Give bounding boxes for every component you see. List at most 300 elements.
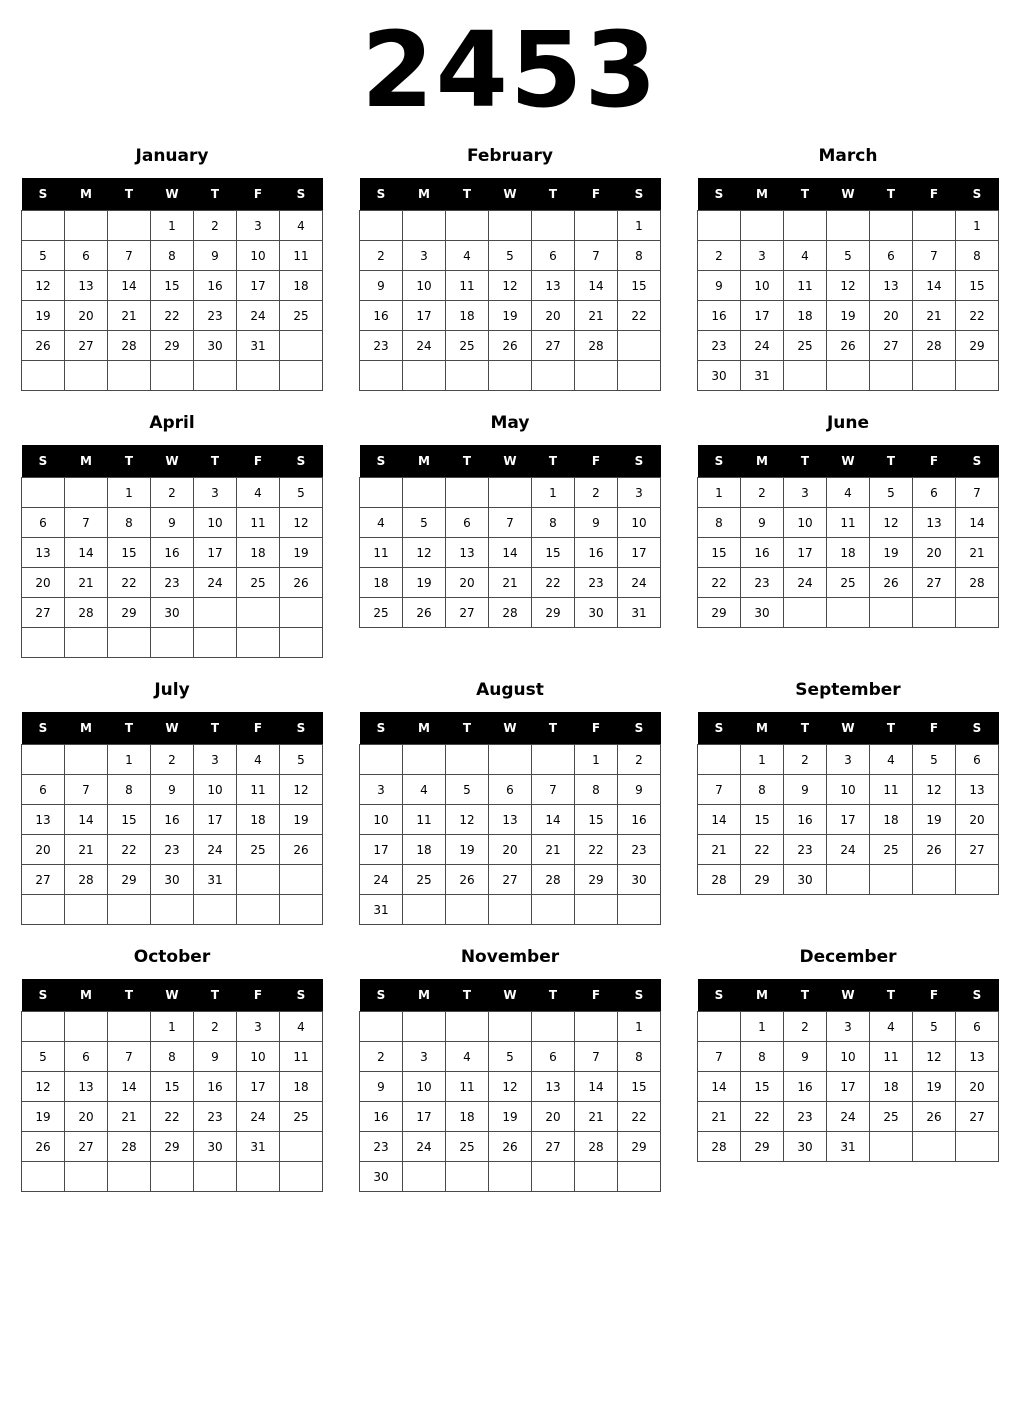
day-cell[interactable]: 8 <box>151 241 194 271</box>
day-cell[interactable]: 28 <box>698 1132 741 1162</box>
day-cell[interactable]: 5 <box>280 745 323 775</box>
day-cell[interactable]: 26 <box>913 835 956 865</box>
day-cell[interactable]: 24 <box>403 331 446 361</box>
day-cell[interactable]: 25 <box>827 568 870 598</box>
day-cell[interactable]: 8 <box>956 241 999 271</box>
day-cell[interactable]: 21 <box>575 301 618 331</box>
day-cell[interactable]: 23 <box>151 568 194 598</box>
day-cell[interactable]: 9 <box>151 775 194 805</box>
day-cell[interactable]: 17 <box>618 538 661 568</box>
day-cell[interactable]: 7 <box>65 775 108 805</box>
day-cell[interactable]: 19 <box>913 1072 956 1102</box>
day-cell[interactable]: 4 <box>870 745 913 775</box>
day-cell[interactable]: 6 <box>22 775 65 805</box>
day-cell[interactable]: 29 <box>532 598 575 628</box>
day-cell[interactable]: 14 <box>575 1072 618 1102</box>
day-cell[interactable]: 1 <box>151 1012 194 1042</box>
day-cell[interactable]: 21 <box>698 835 741 865</box>
day-cell[interactable]: 18 <box>360 568 403 598</box>
day-cell[interactable]: 22 <box>108 835 151 865</box>
day-cell[interactable]: 6 <box>532 1042 575 1072</box>
day-cell[interactable]: 26 <box>446 865 489 895</box>
day-cell[interactable]: 17 <box>827 805 870 835</box>
day-cell[interactable]: 23 <box>784 1102 827 1132</box>
day-cell[interactable]: 13 <box>532 271 575 301</box>
day-cell[interactable]: 3 <box>827 1012 870 1042</box>
day-cell[interactable]: 14 <box>489 538 532 568</box>
day-cell[interactable]: 4 <box>446 241 489 271</box>
day-cell[interactable]: 25 <box>446 331 489 361</box>
day-cell[interactable]: 5 <box>489 1042 532 1072</box>
day-cell[interactable]: 7 <box>532 775 575 805</box>
day-cell[interactable]: 10 <box>237 241 280 271</box>
day-cell[interactable]: 19 <box>22 301 65 331</box>
day-cell[interactable]: 15 <box>575 805 618 835</box>
day-cell[interactable]: 7 <box>913 241 956 271</box>
day-cell[interactable]: 14 <box>108 1072 151 1102</box>
day-cell[interactable]: 20 <box>956 1072 999 1102</box>
day-cell[interactable]: 19 <box>22 1102 65 1132</box>
day-cell[interactable]: 17 <box>784 538 827 568</box>
day-cell[interactable]: 8 <box>698 508 741 538</box>
day-cell[interactable]: 24 <box>784 568 827 598</box>
day-cell[interactable]: 20 <box>65 301 108 331</box>
day-cell[interactable]: 23 <box>741 568 784 598</box>
day-cell[interactable]: 13 <box>65 1072 108 1102</box>
day-cell[interactable]: 4 <box>403 775 446 805</box>
day-cell[interactable]: 11 <box>827 508 870 538</box>
day-cell[interactable]: 9 <box>194 241 237 271</box>
day-cell[interactable]: 26 <box>489 331 532 361</box>
day-cell[interactable]: 15 <box>151 271 194 301</box>
day-cell[interactable]: 13 <box>22 805 65 835</box>
day-cell[interactable]: 21 <box>956 538 999 568</box>
day-cell[interactable]: 16 <box>741 538 784 568</box>
day-cell[interactable]: 13 <box>913 508 956 538</box>
day-cell[interactable]: 18 <box>870 805 913 835</box>
day-cell[interactable]: 20 <box>870 301 913 331</box>
day-cell[interactable]: 18 <box>827 538 870 568</box>
day-cell[interactable]: 12 <box>280 508 323 538</box>
day-cell[interactable]: 23 <box>194 301 237 331</box>
day-cell[interactable]: 1 <box>532 478 575 508</box>
day-cell[interactable]: 24 <box>360 865 403 895</box>
day-cell[interactable]: 24 <box>403 1132 446 1162</box>
day-cell[interactable]: 2 <box>741 478 784 508</box>
day-cell[interactable]: 26 <box>913 1102 956 1132</box>
day-cell[interactable]: 8 <box>741 1042 784 1072</box>
day-cell[interactable]: 16 <box>618 805 661 835</box>
day-cell[interactable]: 11 <box>870 775 913 805</box>
day-cell[interactable]: 27 <box>65 331 108 361</box>
day-cell[interactable]: 13 <box>65 271 108 301</box>
day-cell[interactable]: 4 <box>237 745 280 775</box>
day-cell[interactable]: 5 <box>280 478 323 508</box>
day-cell[interactable]: 26 <box>280 835 323 865</box>
day-cell[interactable]: 8 <box>532 508 575 538</box>
day-cell[interactable]: 21 <box>575 1102 618 1132</box>
day-cell[interactable]: 14 <box>65 538 108 568</box>
day-cell[interactable]: 30 <box>741 598 784 628</box>
day-cell[interactable]: 20 <box>446 568 489 598</box>
day-cell[interactable]: 21 <box>108 301 151 331</box>
day-cell[interactable]: 13 <box>870 271 913 301</box>
day-cell[interactable]: 10 <box>194 775 237 805</box>
day-cell[interactable]: 28 <box>575 1132 618 1162</box>
day-cell[interactable]: 15 <box>741 805 784 835</box>
day-cell[interactable]: 7 <box>65 508 108 538</box>
day-cell[interactable]: 3 <box>741 241 784 271</box>
day-cell[interactable]: 25 <box>237 835 280 865</box>
day-cell[interactable]: 13 <box>956 775 999 805</box>
day-cell[interactable]: 30 <box>194 331 237 361</box>
day-cell[interactable]: 11 <box>870 1042 913 1072</box>
day-cell[interactable]: 19 <box>280 805 323 835</box>
day-cell[interactable]: 26 <box>870 568 913 598</box>
day-cell[interactable]: 13 <box>22 538 65 568</box>
day-cell[interactable]: 30 <box>575 598 618 628</box>
day-cell[interactable]: 28 <box>108 331 151 361</box>
day-cell[interactable]: 27 <box>913 568 956 598</box>
day-cell[interactable]: 10 <box>827 1042 870 1072</box>
day-cell[interactable]: 22 <box>741 1102 784 1132</box>
day-cell[interactable]: 14 <box>698 805 741 835</box>
day-cell[interactable]: 15 <box>532 538 575 568</box>
day-cell[interactable]: 31 <box>237 1132 280 1162</box>
day-cell[interactable]: 12 <box>403 538 446 568</box>
day-cell[interactable]: 2 <box>575 478 618 508</box>
day-cell[interactable]: 10 <box>237 1042 280 1072</box>
day-cell[interactable]: 25 <box>870 835 913 865</box>
day-cell[interactable]: 11 <box>784 271 827 301</box>
day-cell[interactable]: 4 <box>280 211 323 241</box>
day-cell[interactable]: 9 <box>194 1042 237 1072</box>
day-cell[interactable]: 3 <box>827 745 870 775</box>
day-cell[interactable]: 29 <box>108 598 151 628</box>
day-cell[interactable]: 5 <box>827 241 870 271</box>
day-cell[interactable]: 12 <box>913 1042 956 1072</box>
day-cell[interactable]: 18 <box>446 1102 489 1132</box>
day-cell[interactable]: 31 <box>194 865 237 895</box>
day-cell[interactable]: 5 <box>913 1012 956 1042</box>
day-cell[interactable]: 27 <box>65 1132 108 1162</box>
day-cell[interactable]: 6 <box>870 241 913 271</box>
day-cell[interactable]: 17 <box>237 1072 280 1102</box>
day-cell[interactable]: 11 <box>446 1072 489 1102</box>
day-cell[interactable]: 16 <box>698 301 741 331</box>
day-cell[interactable]: 20 <box>489 835 532 865</box>
day-cell[interactable]: 18 <box>784 301 827 331</box>
day-cell[interactable]: 11 <box>237 508 280 538</box>
day-cell[interactable]: 8 <box>108 508 151 538</box>
day-cell[interactable]: 29 <box>151 331 194 361</box>
day-cell[interactable]: 6 <box>532 241 575 271</box>
day-cell[interactable]: 17 <box>741 301 784 331</box>
day-cell[interactable]: 12 <box>280 775 323 805</box>
day-cell[interactable]: 23 <box>784 835 827 865</box>
day-cell[interactable]: 28 <box>698 865 741 895</box>
day-cell[interactable]: 16 <box>194 1072 237 1102</box>
day-cell[interactable]: 19 <box>403 568 446 598</box>
day-cell[interactable]: 20 <box>913 538 956 568</box>
day-cell[interactable]: 22 <box>151 301 194 331</box>
day-cell[interactable]: 7 <box>108 1042 151 1072</box>
day-cell[interactable]: 8 <box>618 1042 661 1072</box>
day-cell[interactable]: 20 <box>65 1102 108 1132</box>
day-cell[interactable]: 11 <box>237 775 280 805</box>
day-cell[interactable]: 29 <box>151 1132 194 1162</box>
day-cell[interactable]: 12 <box>22 1072 65 1102</box>
day-cell[interactable]: 20 <box>532 1102 575 1132</box>
day-cell[interactable]: 2 <box>151 478 194 508</box>
day-cell[interactable]: 8 <box>108 775 151 805</box>
day-cell[interactable]: 14 <box>575 271 618 301</box>
day-cell[interactable]: 7 <box>575 1042 618 1072</box>
day-cell[interactable]: 27 <box>22 865 65 895</box>
day-cell[interactable]: 22 <box>741 835 784 865</box>
day-cell[interactable]: 16 <box>575 538 618 568</box>
day-cell[interactable]: 3 <box>194 478 237 508</box>
day-cell[interactable]: 30 <box>151 865 194 895</box>
day-cell[interactable]: 5 <box>22 241 65 271</box>
day-cell[interactable]: 27 <box>956 835 999 865</box>
day-cell[interactable]: 12 <box>913 775 956 805</box>
day-cell[interactable]: 28 <box>956 568 999 598</box>
day-cell[interactable]: 15 <box>618 1072 661 1102</box>
day-cell[interactable]: 21 <box>489 568 532 598</box>
day-cell[interactable]: 18 <box>280 271 323 301</box>
day-cell[interactable]: 1 <box>618 211 661 241</box>
day-cell[interactable]: 6 <box>65 1042 108 1072</box>
day-cell[interactable]: 1 <box>698 478 741 508</box>
day-cell[interactable]: 6 <box>446 508 489 538</box>
day-cell[interactable]: 6 <box>913 478 956 508</box>
day-cell[interactable]: 27 <box>22 598 65 628</box>
day-cell[interactable]: 12 <box>22 271 65 301</box>
day-cell[interactable]: 26 <box>22 1132 65 1162</box>
day-cell[interactable]: 9 <box>575 508 618 538</box>
day-cell[interactable]: 15 <box>956 271 999 301</box>
day-cell[interactable]: 12 <box>489 271 532 301</box>
day-cell[interactable]: 25 <box>280 301 323 331</box>
day-cell[interactable]: 27 <box>956 1102 999 1132</box>
day-cell[interactable]: 11 <box>403 805 446 835</box>
day-cell[interactable]: 28 <box>65 865 108 895</box>
day-cell[interactable]: 17 <box>194 538 237 568</box>
day-cell[interactable]: 8 <box>618 241 661 271</box>
day-cell[interactable]: 22 <box>618 1102 661 1132</box>
day-cell[interactable]: 9 <box>618 775 661 805</box>
day-cell[interactable]: 3 <box>403 241 446 271</box>
day-cell[interactable]: 21 <box>913 301 956 331</box>
day-cell[interactable]: 5 <box>403 508 446 538</box>
day-cell[interactable]: 24 <box>194 568 237 598</box>
day-cell[interactable]: 5 <box>489 241 532 271</box>
day-cell[interactable]: 4 <box>280 1012 323 1042</box>
day-cell[interactable]: 5 <box>913 745 956 775</box>
day-cell[interactable]: 15 <box>151 1072 194 1102</box>
day-cell[interactable]: 22 <box>698 568 741 598</box>
day-cell[interactable]: 12 <box>870 508 913 538</box>
day-cell[interactable]: 28 <box>532 865 575 895</box>
day-cell[interactable]: 4 <box>784 241 827 271</box>
day-cell[interactable]: 12 <box>827 271 870 301</box>
day-cell[interactable]: 18 <box>403 835 446 865</box>
day-cell[interactable]: 9 <box>784 1042 827 1072</box>
day-cell[interactable]: 15 <box>741 1072 784 1102</box>
day-cell[interactable]: 31 <box>741 361 784 391</box>
day-cell[interactable]: 15 <box>698 538 741 568</box>
day-cell[interactable]: 23 <box>360 1132 403 1162</box>
day-cell[interactable]: 3 <box>784 478 827 508</box>
day-cell[interactable]: 22 <box>575 835 618 865</box>
day-cell[interactable]: 20 <box>22 835 65 865</box>
day-cell[interactable]: 6 <box>489 775 532 805</box>
day-cell[interactable]: 25 <box>403 865 446 895</box>
day-cell[interactable]: 3 <box>237 1012 280 1042</box>
day-cell[interactable]: 17 <box>194 805 237 835</box>
day-cell[interactable]: 20 <box>532 301 575 331</box>
day-cell[interactable]: 26 <box>22 331 65 361</box>
day-cell[interactable]: 23 <box>151 835 194 865</box>
day-cell[interactable]: 2 <box>360 1042 403 1072</box>
day-cell[interactable]: 7 <box>698 1042 741 1072</box>
day-cell[interactable]: 7 <box>489 508 532 538</box>
day-cell[interactable]: 10 <box>194 508 237 538</box>
day-cell[interactable]: 11 <box>280 241 323 271</box>
day-cell[interactable]: 27 <box>489 865 532 895</box>
day-cell[interactable]: 3 <box>237 211 280 241</box>
day-cell[interactable]: 18 <box>237 805 280 835</box>
day-cell[interactable]: 24 <box>237 301 280 331</box>
day-cell[interactable]: 26 <box>403 598 446 628</box>
day-cell[interactable]: 19 <box>280 538 323 568</box>
day-cell[interactable]: 1 <box>618 1012 661 1042</box>
day-cell[interactable]: 10 <box>403 271 446 301</box>
day-cell[interactable]: 31 <box>360 895 403 925</box>
day-cell[interactable]: 4 <box>237 478 280 508</box>
day-cell[interactable]: 4 <box>446 1042 489 1072</box>
day-cell[interactable]: 15 <box>108 538 151 568</box>
day-cell[interactable]: 18 <box>870 1072 913 1102</box>
day-cell[interactable]: 9 <box>784 775 827 805</box>
day-cell[interactable]: 15 <box>618 271 661 301</box>
day-cell[interactable]: 7 <box>956 478 999 508</box>
day-cell[interactable]: 28 <box>65 598 108 628</box>
day-cell[interactable]: 28 <box>913 331 956 361</box>
day-cell[interactable]: 16 <box>784 805 827 835</box>
day-cell[interactable]: 2 <box>698 241 741 271</box>
day-cell[interactable]: 30 <box>784 1132 827 1162</box>
day-cell[interactable]: 5 <box>870 478 913 508</box>
day-cell[interactable]: 31 <box>237 331 280 361</box>
day-cell[interactable]: 14 <box>108 271 151 301</box>
day-cell[interactable]: 7 <box>698 775 741 805</box>
day-cell[interactable]: 11 <box>446 271 489 301</box>
day-cell[interactable]: 27 <box>532 1132 575 1162</box>
day-cell[interactable]: 3 <box>194 745 237 775</box>
day-cell[interactable]: 22 <box>151 1102 194 1132</box>
day-cell[interactable]: 17 <box>403 1102 446 1132</box>
day-cell[interactable]: 10 <box>784 508 827 538</box>
day-cell[interactable]: 2 <box>194 211 237 241</box>
day-cell[interactable]: 13 <box>489 805 532 835</box>
day-cell[interactable]: 27 <box>446 598 489 628</box>
day-cell[interactable]: 22 <box>108 568 151 598</box>
day-cell[interactable]: 24 <box>618 568 661 598</box>
day-cell[interactable]: 22 <box>956 301 999 331</box>
day-cell[interactable]: 29 <box>956 331 999 361</box>
day-cell[interactable]: 24 <box>194 835 237 865</box>
day-cell[interactable]: 1 <box>108 745 151 775</box>
day-cell[interactable]: 30 <box>618 865 661 895</box>
day-cell[interactable]: 8 <box>151 1042 194 1072</box>
day-cell[interactable]: 14 <box>65 805 108 835</box>
day-cell[interactable]: 2 <box>360 241 403 271</box>
day-cell[interactable]: 16 <box>151 805 194 835</box>
day-cell[interactable]: 19 <box>827 301 870 331</box>
day-cell[interactable]: 5 <box>22 1042 65 1072</box>
day-cell[interactable]: 19 <box>870 538 913 568</box>
day-cell[interactable]: 2 <box>194 1012 237 1042</box>
day-cell[interactable]: 27 <box>870 331 913 361</box>
day-cell[interactable]: 8 <box>575 775 618 805</box>
day-cell[interactable]: 29 <box>108 865 151 895</box>
day-cell[interactable]: 26 <box>280 568 323 598</box>
day-cell[interactable]: 25 <box>446 1132 489 1162</box>
day-cell[interactable]: 31 <box>618 598 661 628</box>
day-cell[interactable]: 28 <box>108 1132 151 1162</box>
day-cell[interactable]: 20 <box>956 805 999 835</box>
day-cell[interactable]: 13 <box>446 538 489 568</box>
day-cell[interactable]: 23 <box>360 331 403 361</box>
day-cell[interactable]: 2 <box>151 745 194 775</box>
day-cell[interactable]: 11 <box>280 1042 323 1072</box>
day-cell[interactable]: 10 <box>827 775 870 805</box>
day-cell[interactable]: 19 <box>913 805 956 835</box>
day-cell[interactable]: 18 <box>280 1072 323 1102</box>
day-cell[interactable]: 18 <box>237 538 280 568</box>
day-cell[interactable]: 29 <box>741 865 784 895</box>
day-cell[interactable]: 3 <box>403 1042 446 1072</box>
day-cell[interactable]: 17 <box>360 835 403 865</box>
day-cell[interactable]: 16 <box>784 1072 827 1102</box>
day-cell[interactable]: 11 <box>360 538 403 568</box>
day-cell[interactable]: 16 <box>360 1102 403 1132</box>
day-cell[interactable]: 4 <box>870 1012 913 1042</box>
day-cell[interactable]: 22 <box>618 301 661 331</box>
day-cell[interactable]: 2 <box>618 745 661 775</box>
day-cell[interactable]: 25 <box>237 568 280 598</box>
day-cell[interactable]: 1 <box>151 211 194 241</box>
day-cell[interactable]: 24 <box>827 1102 870 1132</box>
day-cell[interactable]: 21 <box>532 835 575 865</box>
day-cell[interactable]: 21 <box>698 1102 741 1132</box>
day-cell[interactable]: 25 <box>280 1102 323 1132</box>
day-cell[interactable]: 8 <box>741 775 784 805</box>
day-cell[interactable]: 6 <box>22 508 65 538</box>
day-cell[interactable]: 17 <box>237 271 280 301</box>
day-cell[interactable]: 9 <box>360 271 403 301</box>
day-cell[interactable]: 25 <box>870 1102 913 1132</box>
day-cell[interactable]: 29 <box>698 598 741 628</box>
day-cell[interactable]: 4 <box>827 478 870 508</box>
day-cell[interactable]: 16 <box>151 538 194 568</box>
day-cell[interactable]: 30 <box>784 865 827 895</box>
day-cell[interactable]: 7 <box>575 241 618 271</box>
day-cell[interactable]: 6 <box>956 745 999 775</box>
day-cell[interactable]: 1 <box>741 745 784 775</box>
